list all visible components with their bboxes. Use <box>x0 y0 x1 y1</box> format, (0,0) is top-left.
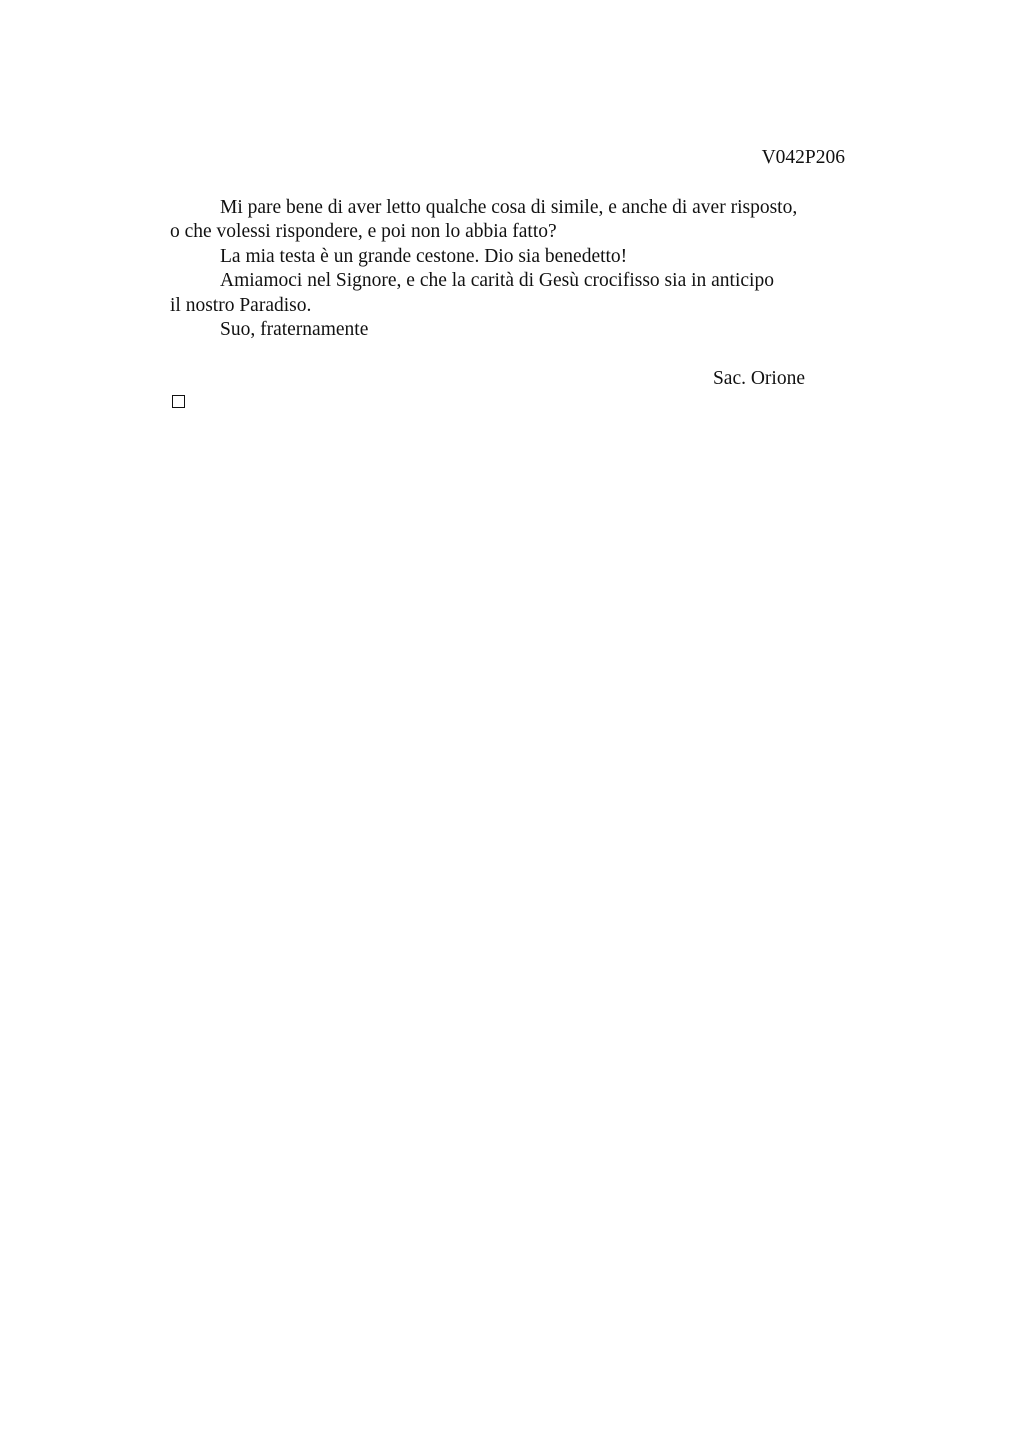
letter-line: o che volessi rispondere, e poi non lo abbia fatto? <box>170 221 557 243</box>
closing-line: Suo, fraternamente <box>220 319 369 341</box>
letter-body <box>170 196 850 342</box>
letter-line: La mia testa è un grande cestone. Dio sia benedetto! <box>220 245 628 267</box>
letter-line: Mi pare bene di aver letto qualche cosa di simile, e anche di aver risposto, <box>220 197 798 218</box>
signature: Sac. Orione <box>712 368 805 389</box>
page-identifier: V042P206 <box>761 147 845 168</box>
letter-line: Amiamoci nel Signore, e che la carità di Gesù crocifisso sia in anticipo <box>220 270 774 292</box>
letter-line: il nostro Paradiso. <box>170 294 312 316</box>
square-outline-icon <box>172 395 185 408</box>
